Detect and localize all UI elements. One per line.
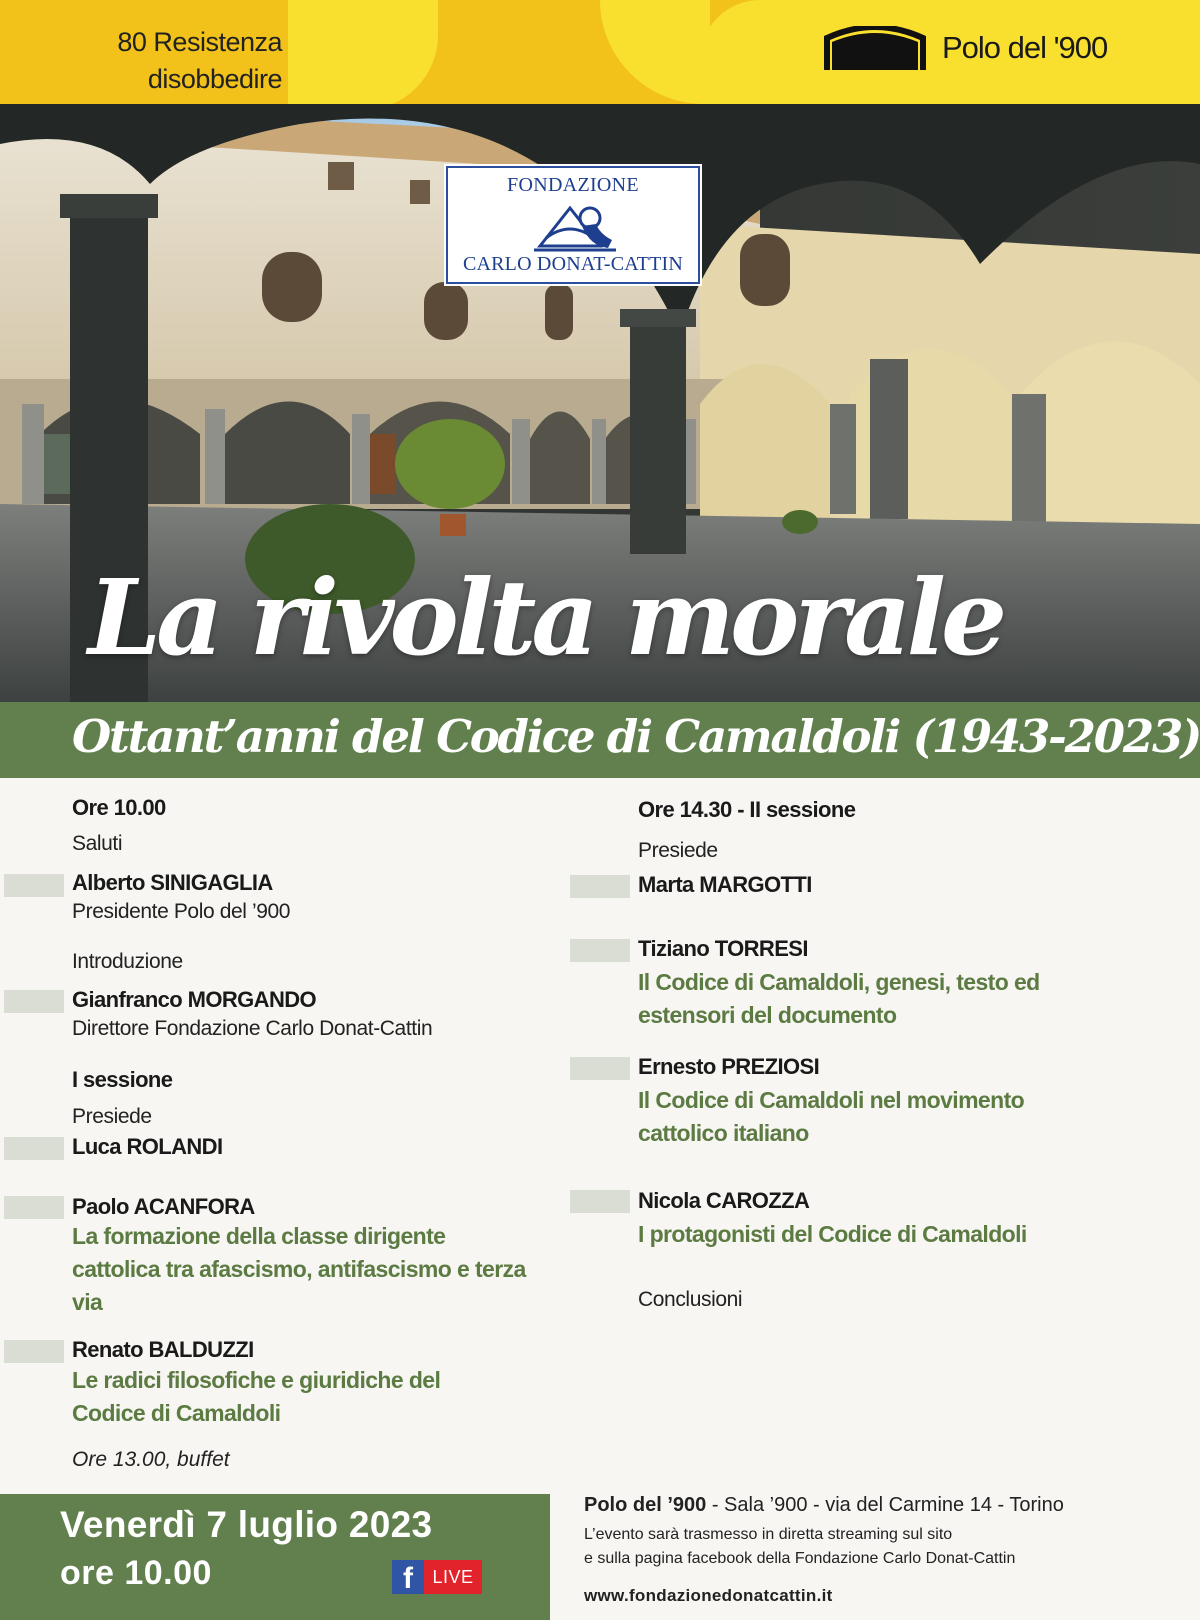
- facebook-live-badge[interactable]: [392, 1560, 482, 1594]
- fondazione-emblem-icon: [530, 198, 620, 256]
- speaker-preziosi-name: Ernesto PREZIOSI: [638, 1054, 820, 1079]
- talk-carozza-title: I protagonisti del Codice di Camaldoli: [638, 1221, 1027, 1247]
- presiede-label-2: Presiede: [638, 839, 718, 862]
- fondazione-bottom-text: CARLO DONAT-CATTIN: [462, 253, 684, 275]
- resistenza-label: [82, 24, 282, 98]
- polo-label: Polo del '900: [942, 30, 1108, 65]
- decor-shape: [600, 0, 710, 104]
- session-1-heading: I sessione: [72, 1067, 173, 1092]
- speaker-carozza-name: Nicola CAROZZA: [638, 1188, 810, 1213]
- venue-info: [584, 1494, 1064, 1517]
- talk-preziosi-title: Il Codice di Camaldoli nel movimento cattolico italiano: [638, 1087, 1025, 1146]
- speaker-marker: [4, 1340, 64, 1363]
- live-label: LIVE: [424, 1560, 482, 1594]
- presiede-label: Presiede: [72, 1105, 152, 1128]
- resistenza-line2: disobbedire: [147, 64, 282, 94]
- facebook-icon: f: [392, 1560, 424, 1594]
- event-time: ore 10.00: [60, 1554, 212, 1592]
- speaker-torresi-name: Tiziano TORRESI: [638, 936, 808, 961]
- polo-logo-icon: [820, 26, 930, 70]
- fondazione-top-text: FONDAZIONE: [507, 174, 639, 196]
- speaker-sinigaglia-name: Alberto SINIGAGLIA: [72, 870, 273, 895]
- main-title: La rivolta morale: [88, 556, 1003, 679]
- venue-address: - Sala ’900 - via del Carmine 14 - Torino: [706, 1494, 1064, 1516]
- speaker-marker: [570, 939, 630, 962]
- streaming-note-line2: e sulla pagina facebook della Fondazione Carlo Donat-Cattin: [584, 1550, 1016, 1567]
- speaker-marker: [570, 875, 630, 898]
- speaker-sinigaglia-role: Presidente Polo del ’900: [72, 900, 291, 923]
- saluti-label: Saluti: [72, 832, 123, 855]
- afternoon-time: Ore 14.30 - II sessione: [638, 797, 856, 822]
- speaker-marker: [4, 990, 64, 1013]
- streaming-note-line1: L’evento sarà trasmesso in diretta streaming sul sito: [584, 1526, 953, 1543]
- website-link[interactable]: www.fondazionedonatcattin.it: [584, 1586, 833, 1605]
- speaker-marker: [4, 1137, 64, 1160]
- decor-shape: [288, 0, 438, 104]
- speaker-marker: [4, 874, 64, 897]
- speaker-marker: [570, 1190, 630, 1213]
- resistenza-line1: 80 Resistenza: [117, 27, 282, 57]
- speaker-balduzzi-name: Renato BALDUZZI: [72, 1337, 254, 1362]
- event-date: Venerdì 7 luglio 2023: [60, 1504, 433, 1545]
- talk-balduzzi-title: Le radici filosofiche e giuridiche del Codice di Camaldoli: [72, 1367, 441, 1426]
- subtitle: Ottant’anni del Codice di Camaldoli (1943-2023): [72, 710, 1200, 763]
- conclusioni-label: Conclusioni: [638, 1288, 743, 1311]
- speaker-margotti-name: Marta MARGOTTI: [638, 872, 812, 897]
- speaker-morgando-role: Direttore Fondazione Carlo Donat-Cattin: [72, 1017, 433, 1040]
- talk-acanfora-title: La formazione della classe dirigente cattolica tra afascismo, antifascismo e terza via: [72, 1223, 526, 1315]
- fondazione-logo: [446, 166, 700, 284]
- speaker-marker: [4, 1196, 64, 1219]
- speaker-acanfora-name: Paolo ACANFORA: [72, 1194, 255, 1219]
- speaker-morgando-name: Gianfranco MORGANDO: [72, 987, 317, 1012]
- introduzione-label: Introduzione: [72, 950, 183, 973]
- morning-time: Ore 10.00: [72, 795, 166, 820]
- venue-name: Polo del ’900: [584, 1494, 707, 1516]
- speaker-rolandi-name: Luca ROLANDI: [72, 1134, 223, 1159]
- talk-torresi-title: Il Codice di Camaldoli, genesi, testo ed estensori del documento: [638, 969, 1040, 1028]
- speaker-marker: [570, 1057, 630, 1080]
- buffet-time: Ore 13.00, buffet: [72, 1448, 230, 1471]
